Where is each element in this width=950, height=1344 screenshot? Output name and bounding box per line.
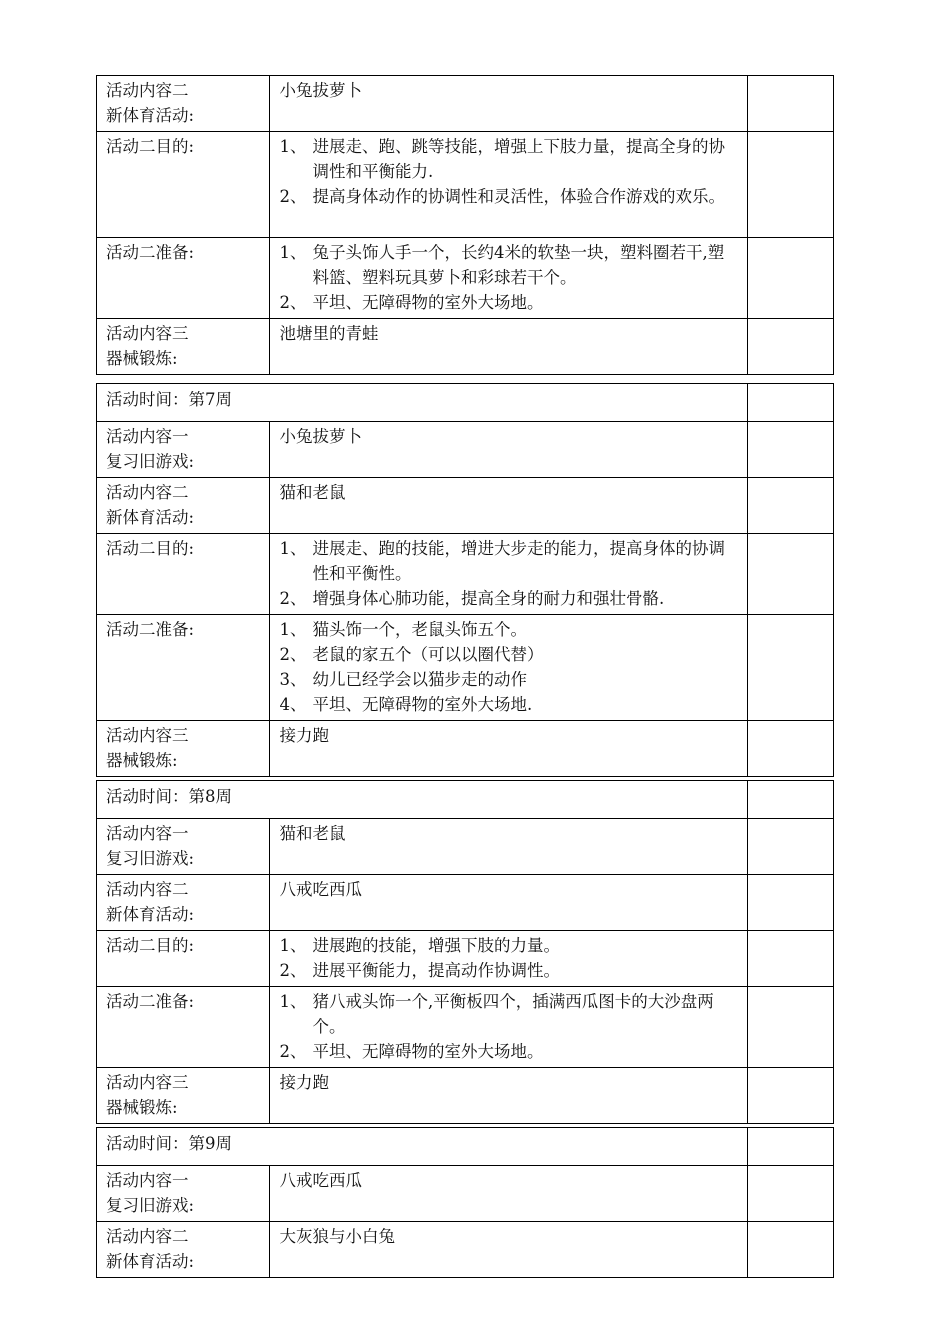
content-text: 猫和老鼠 (279, 483, 346, 502)
list-item (279, 989, 738, 1039)
content-text: 八戒吃西瓜 (279, 880, 362, 899)
label-line: 活动二目的: (106, 936, 195, 955)
item-number: 2、 (279, 187, 307, 206)
row-content (270, 422, 747, 478)
item-text: 平坦、无障碍物的室外大场地。 (312, 1042, 544, 1061)
item-number: 3、 (279, 670, 307, 689)
row-content (270, 319, 747, 375)
content-text: 八戒吃西瓜 (279, 1171, 362, 1190)
item-text: 进展走、跑的技能，增进大步走的能力，提高身体的协调性和平衡性。 (312, 539, 725, 583)
list-item (279, 184, 738, 209)
row-label (97, 132, 270, 238)
label-line: 活动二准备: (106, 243, 195, 262)
item-number: 2、 (279, 293, 307, 312)
table-row (97, 615, 834, 721)
item-text: 进展平衡能力，提高动作协调性。 (312, 961, 560, 980)
blank-cell (747, 987, 833, 1068)
list-item (279, 134, 738, 184)
label-line: 器械锻炼: (106, 1098, 178, 1117)
table-row (97, 238, 834, 319)
item-text: 猫头饰一个，老鼠头饰五个。 (312, 620, 527, 639)
table-row (97, 1166, 834, 1222)
list-item (279, 958, 738, 983)
label-line: 复习旧游戏: (106, 849, 195, 868)
item-text: 进展跑的技能，增强下肢的力量。 (312, 936, 560, 955)
activity-time: 活动时间：第8周 (97, 781, 748, 819)
label-line: 活动内容二 (106, 880, 189, 899)
blank-cell (747, 1166, 833, 1222)
list-item (279, 1039, 738, 1064)
list-item (279, 240, 738, 290)
activity-table-week-7 (96, 383, 834, 777)
blank-cell (747, 478, 833, 534)
row-content (270, 534, 747, 615)
table-row (97, 132, 834, 238)
label-line: 活动二准备: (106, 992, 195, 1011)
table-row (97, 478, 834, 534)
blank-cell (747, 319, 833, 375)
row-content (270, 1068, 747, 1124)
row-content (270, 721, 747, 777)
label-line: 复习旧游戏: (106, 1196, 195, 1215)
item-number: 1、 (279, 539, 307, 558)
row-label (97, 319, 270, 375)
table-row (97, 319, 834, 375)
item-text: 老鼠的家五个（可以以圈代替） (312, 645, 544, 664)
item-number: 1、 (279, 936, 307, 955)
row-label (97, 422, 270, 478)
row-label (97, 931, 270, 987)
content-text: 小兔拔萝卜 (279, 427, 362, 446)
row-content (270, 875, 747, 931)
content-text: 接力跑 (279, 1073, 329, 1092)
content-text: 小兔拔萝卜 (279, 81, 362, 100)
item-number: 4、 (279, 695, 307, 714)
table-row (97, 422, 834, 478)
table-row (97, 987, 834, 1068)
label-line: 新体育活动: (106, 508, 195, 527)
item-text: 幼儿已经学会以猫步走的动作 (312, 670, 527, 689)
label-line: 新体育活动: (106, 1252, 195, 1271)
row-content (270, 615, 747, 721)
list-item (279, 642, 738, 667)
row-label (97, 875, 270, 931)
label-line: 活动二目的: (106, 539, 195, 558)
row-label (97, 76, 270, 132)
row-content (270, 132, 747, 238)
blank-cell (747, 238, 833, 319)
blank-cell (747, 422, 833, 478)
item-number: 2、 (279, 1042, 307, 1061)
row-content (270, 1222, 747, 1278)
row-label (97, 534, 270, 615)
activity-table-week-8 (96, 780, 834, 1124)
blank-cell (747, 721, 833, 777)
row-content (270, 478, 747, 534)
table-row (97, 1068, 834, 1124)
item-number: 1、 (279, 137, 307, 156)
row-content (270, 238, 747, 319)
item-number: 1、 (279, 992, 307, 1011)
item-number: 2、 (279, 961, 307, 980)
content-text: 大灰狼与小白兔 (279, 1227, 395, 1246)
item-number: 1、 (279, 620, 307, 639)
table-header-row (97, 1128, 834, 1166)
list-item (279, 933, 738, 958)
activity-time: 活动时间：第9周 (97, 1128, 748, 1166)
table-row (97, 875, 834, 931)
label-line: 活动内容三 (106, 324, 189, 343)
item-text: 进展走、跑、跳等技能，增强上下肢力量，提高全身的协调性和平衡能力. (312, 137, 725, 181)
row-label (97, 478, 270, 534)
item-text: 增强身体心肺功能，提高全身的耐力和强壮骨骼. (312, 589, 665, 608)
table-row (97, 1222, 834, 1278)
row-content (270, 76, 747, 132)
activity-time: 活动时间：第7周 (97, 384, 748, 422)
row-label (97, 1068, 270, 1124)
row-label (97, 987, 270, 1068)
table-row (97, 721, 834, 777)
row-label (97, 1222, 270, 1278)
blank-cell (747, 132, 833, 238)
label-line: 器械锻炼: (106, 751, 178, 770)
row-content (270, 1166, 747, 1222)
list-item (279, 667, 738, 692)
label-line: 活动内容二 (106, 1227, 189, 1246)
label-line: 活动内容二 (106, 81, 189, 100)
row-content (270, 819, 747, 875)
label-line: 活动二准备: (106, 620, 195, 639)
row-label (97, 1166, 270, 1222)
blank-cell (747, 534, 833, 615)
row-label (97, 721, 270, 777)
item-number: 2、 (279, 589, 307, 608)
blank-cell (747, 931, 833, 987)
list-item (279, 617, 738, 642)
blank-cell (747, 1222, 833, 1278)
content-text: 接力跑 (279, 726, 329, 745)
table-header-row (97, 781, 834, 819)
row-label (97, 819, 270, 875)
label-line: 活动内容一 (106, 1171, 189, 1190)
row-content (270, 931, 747, 987)
table-row (97, 534, 834, 615)
blank-cell (747, 615, 833, 721)
blank-cell (747, 76, 833, 132)
row-content (270, 987, 747, 1068)
blank-cell (747, 1068, 833, 1124)
item-text: 平坦、无障碍物的室外大场地。 (312, 293, 544, 312)
label-line: 活动内容一 (106, 427, 189, 446)
row-label (97, 238, 270, 319)
list-item (279, 586, 738, 611)
blank-cell (747, 1128, 833, 1166)
label-line: 新体育活动: (106, 106, 195, 125)
item-text: 猪八戒头饰一个,平衡板四个，插满西瓜图卡的大沙盘两个。 (312, 992, 714, 1036)
label-line: 活动内容三 (106, 1073, 189, 1092)
item-text: 提高身体动作的协调性和灵活性，体验合作游戏的欢乐。 (312, 187, 725, 206)
label-line: 活动内容一 (106, 824, 189, 843)
item-text: 兔子头饰人手一个，长约4米的软垫一块，塑料圈若干,塑料篮、塑料玩具萝卜和彩球若干个。 (312, 243, 725, 287)
activity-table-week-9 (96, 1127, 834, 1278)
label-line: 活动内容三 (106, 726, 189, 745)
list-item (279, 290, 738, 315)
item-number: 1、 (279, 243, 307, 262)
content-text: 猫和老鼠 (279, 824, 346, 843)
item-number: 2、 (279, 645, 307, 664)
content-text: 池塘里的青蛙 (279, 324, 379, 343)
item-text: 平坦、无障碍物的室外大场地. (312, 695, 533, 714)
label-line: 活动内容二 (106, 483, 189, 502)
table-row (97, 76, 834, 132)
table-header-row (97, 384, 834, 422)
row-label (97, 615, 270, 721)
list-item (279, 536, 738, 586)
blank-cell (747, 875, 833, 931)
activity-table-continued (96, 75, 834, 375)
blank-cell (747, 384, 833, 422)
blank-cell (747, 781, 833, 819)
label-line: 复习旧游戏: (106, 452, 195, 471)
table-row (97, 931, 834, 987)
label-line: 器械锻炼: (106, 349, 178, 368)
list-item (279, 692, 738, 717)
label-line: 新体育活动: (106, 905, 195, 924)
blank-cell (747, 819, 833, 875)
table-row (97, 819, 834, 875)
label-line: 活动二目的: (106, 137, 195, 156)
